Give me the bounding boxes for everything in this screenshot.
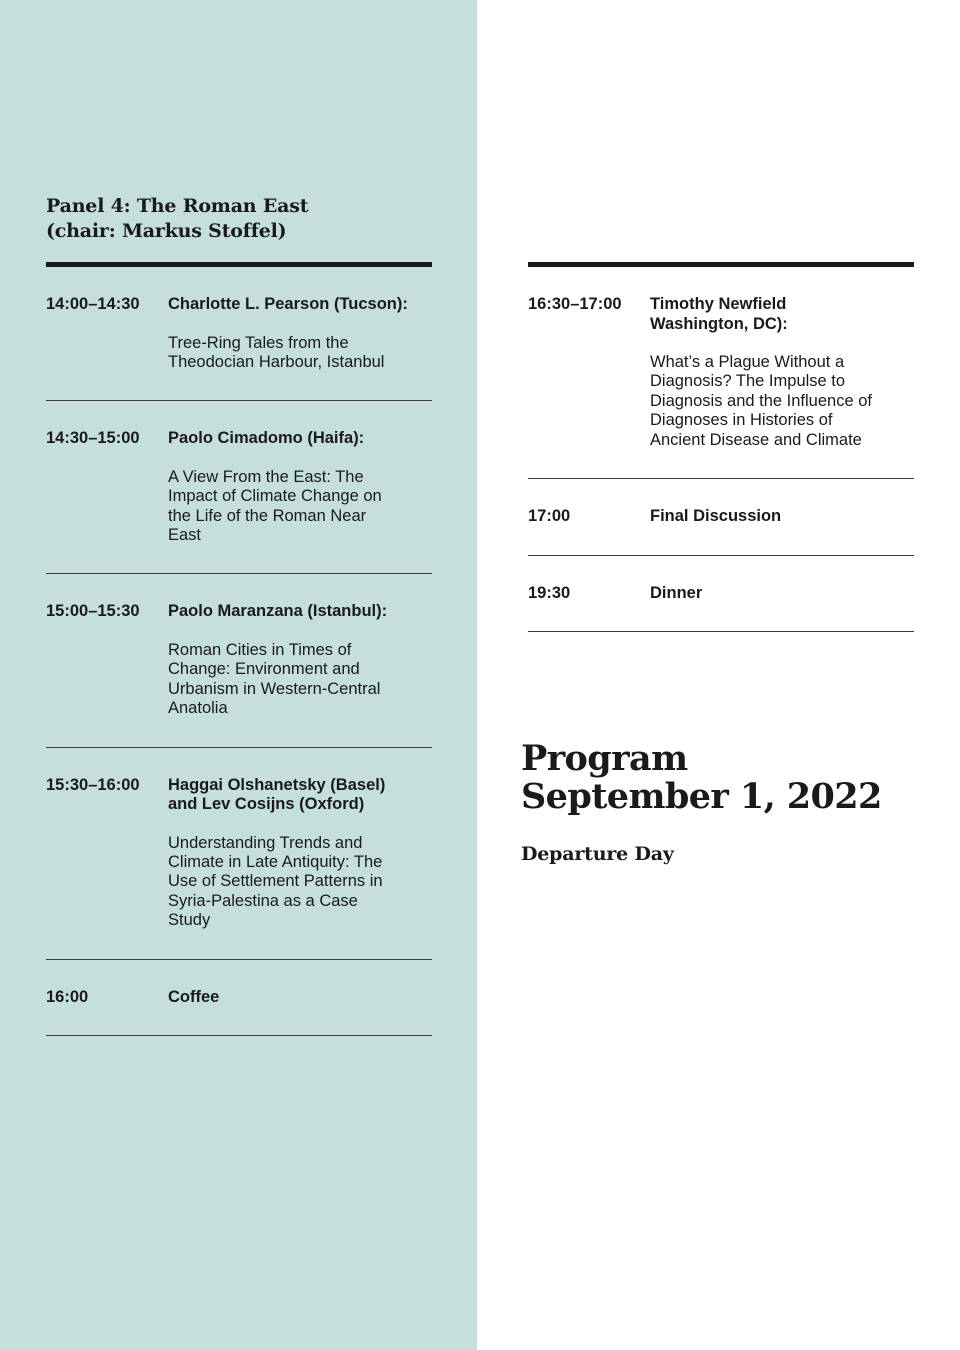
talk-title-line: Impact of Climate Change on xyxy=(168,487,382,506)
talk-title-line: the Life of the Roman Near xyxy=(168,506,367,525)
talk-title-line: What’s a Plague Without a xyxy=(650,353,845,371)
session-time: 14:30–15:00 xyxy=(46,429,140,448)
talk-title-line: A View From the East: The xyxy=(168,467,364,486)
session-time: 14:00–14:30 xyxy=(46,295,140,313)
session-time: 15:00–15:30 xyxy=(46,602,140,621)
talk-title-line: East xyxy=(168,526,202,545)
session-time: 16:00 xyxy=(46,987,89,1006)
speaker-line: Washington, DC): xyxy=(650,314,788,333)
talk-title-line: Urbanism in Western-Central xyxy=(168,679,381,698)
speaker-line: Coffee xyxy=(168,987,220,1006)
session-speaker xyxy=(168,295,432,315)
session-content xyxy=(168,988,432,1008)
panel-title xyxy=(46,194,446,244)
left-schedule xyxy=(46,262,432,1036)
session-speaker xyxy=(168,429,432,449)
talk-title-line: Diagnosis and the Influence of xyxy=(650,391,872,410)
speaker-line: Haggai Olshanetsky (Basel) xyxy=(168,775,386,794)
schedule-row xyxy=(46,574,432,747)
schedule-row xyxy=(46,960,432,1037)
talk-title xyxy=(650,353,914,450)
schedule-row xyxy=(46,748,432,960)
talk-title-line: Syria-Palestina as a Case xyxy=(168,891,358,910)
speaker-line: Paolo Cimadomo (Haifa): xyxy=(168,429,365,448)
talk-title xyxy=(168,334,432,373)
program-heading xyxy=(521,740,941,816)
session-content xyxy=(650,507,914,527)
talk-title-line: Change: Environment and xyxy=(168,660,360,679)
speaker-line: Timothy Newfield xyxy=(650,295,787,313)
talk-title-line: Theodocian Harbour, Istanbul xyxy=(168,352,385,371)
session-content xyxy=(650,584,914,604)
talk-title-line: Study xyxy=(168,911,211,930)
talk-title-line: Anatolia xyxy=(168,699,228,718)
talk-title-line: Climate in Late Antiquity: The xyxy=(168,852,383,871)
session-content xyxy=(168,602,432,718)
talk-title-line: Roman Cities in Times of xyxy=(168,640,352,659)
session-speaker xyxy=(650,295,914,334)
right-schedule xyxy=(528,262,914,632)
program-date: September 1, 2022 xyxy=(521,776,882,817)
talk-title xyxy=(168,641,432,719)
program-title: Program xyxy=(521,738,688,779)
session-time: 16:30–17:00 xyxy=(528,295,622,313)
talk-title-line: Diagnoses in Histories of xyxy=(650,411,833,430)
departure-day-subtitle: Departure Day xyxy=(521,843,674,865)
talk-title xyxy=(168,834,432,931)
talk-title-line: Diagnosis? The Impulse to xyxy=(650,372,846,391)
session-time: 15:30–16:00 xyxy=(46,775,140,794)
session-content xyxy=(168,776,432,931)
session-time: 19:30 xyxy=(528,583,571,602)
talk-title xyxy=(168,468,432,546)
session-time: 17:00 xyxy=(528,507,571,526)
speaker-line: Dinner xyxy=(650,583,703,602)
speaker-line: and Lev Cosijns (Oxford) xyxy=(168,795,365,814)
session-speaker xyxy=(650,584,914,604)
session-content xyxy=(650,295,914,450)
schedule-row xyxy=(46,267,432,401)
session-speaker xyxy=(650,507,914,527)
speaker-line: Final Discussion xyxy=(650,507,782,526)
schedule-row xyxy=(46,401,432,574)
schedule-row xyxy=(528,267,914,479)
panel-title-line: Panel 4: The Roman East xyxy=(46,195,309,217)
panel-chair-line: (chair: Markus Stoffel) xyxy=(46,220,287,242)
talk-title-line: Understanding Trends and xyxy=(168,833,363,852)
schedule-row xyxy=(528,479,914,556)
talk-title-line: Use of Settlement Patterns in xyxy=(168,872,383,891)
session-content xyxy=(168,429,432,545)
speaker-line: Charlotte L. Pearson (Tucson): xyxy=(168,295,408,313)
session-content xyxy=(168,295,432,372)
session-speaker xyxy=(168,602,432,622)
talk-title-line: Tree-Ring Tales from the xyxy=(168,333,349,352)
schedule-row xyxy=(528,556,914,633)
talk-title-line: Ancient Disease and Climate xyxy=(650,430,862,449)
session-speaker xyxy=(168,776,432,815)
session-speaker xyxy=(168,988,432,1008)
speaker-line: Paolo Maranzana (Istanbul): xyxy=(168,602,388,621)
